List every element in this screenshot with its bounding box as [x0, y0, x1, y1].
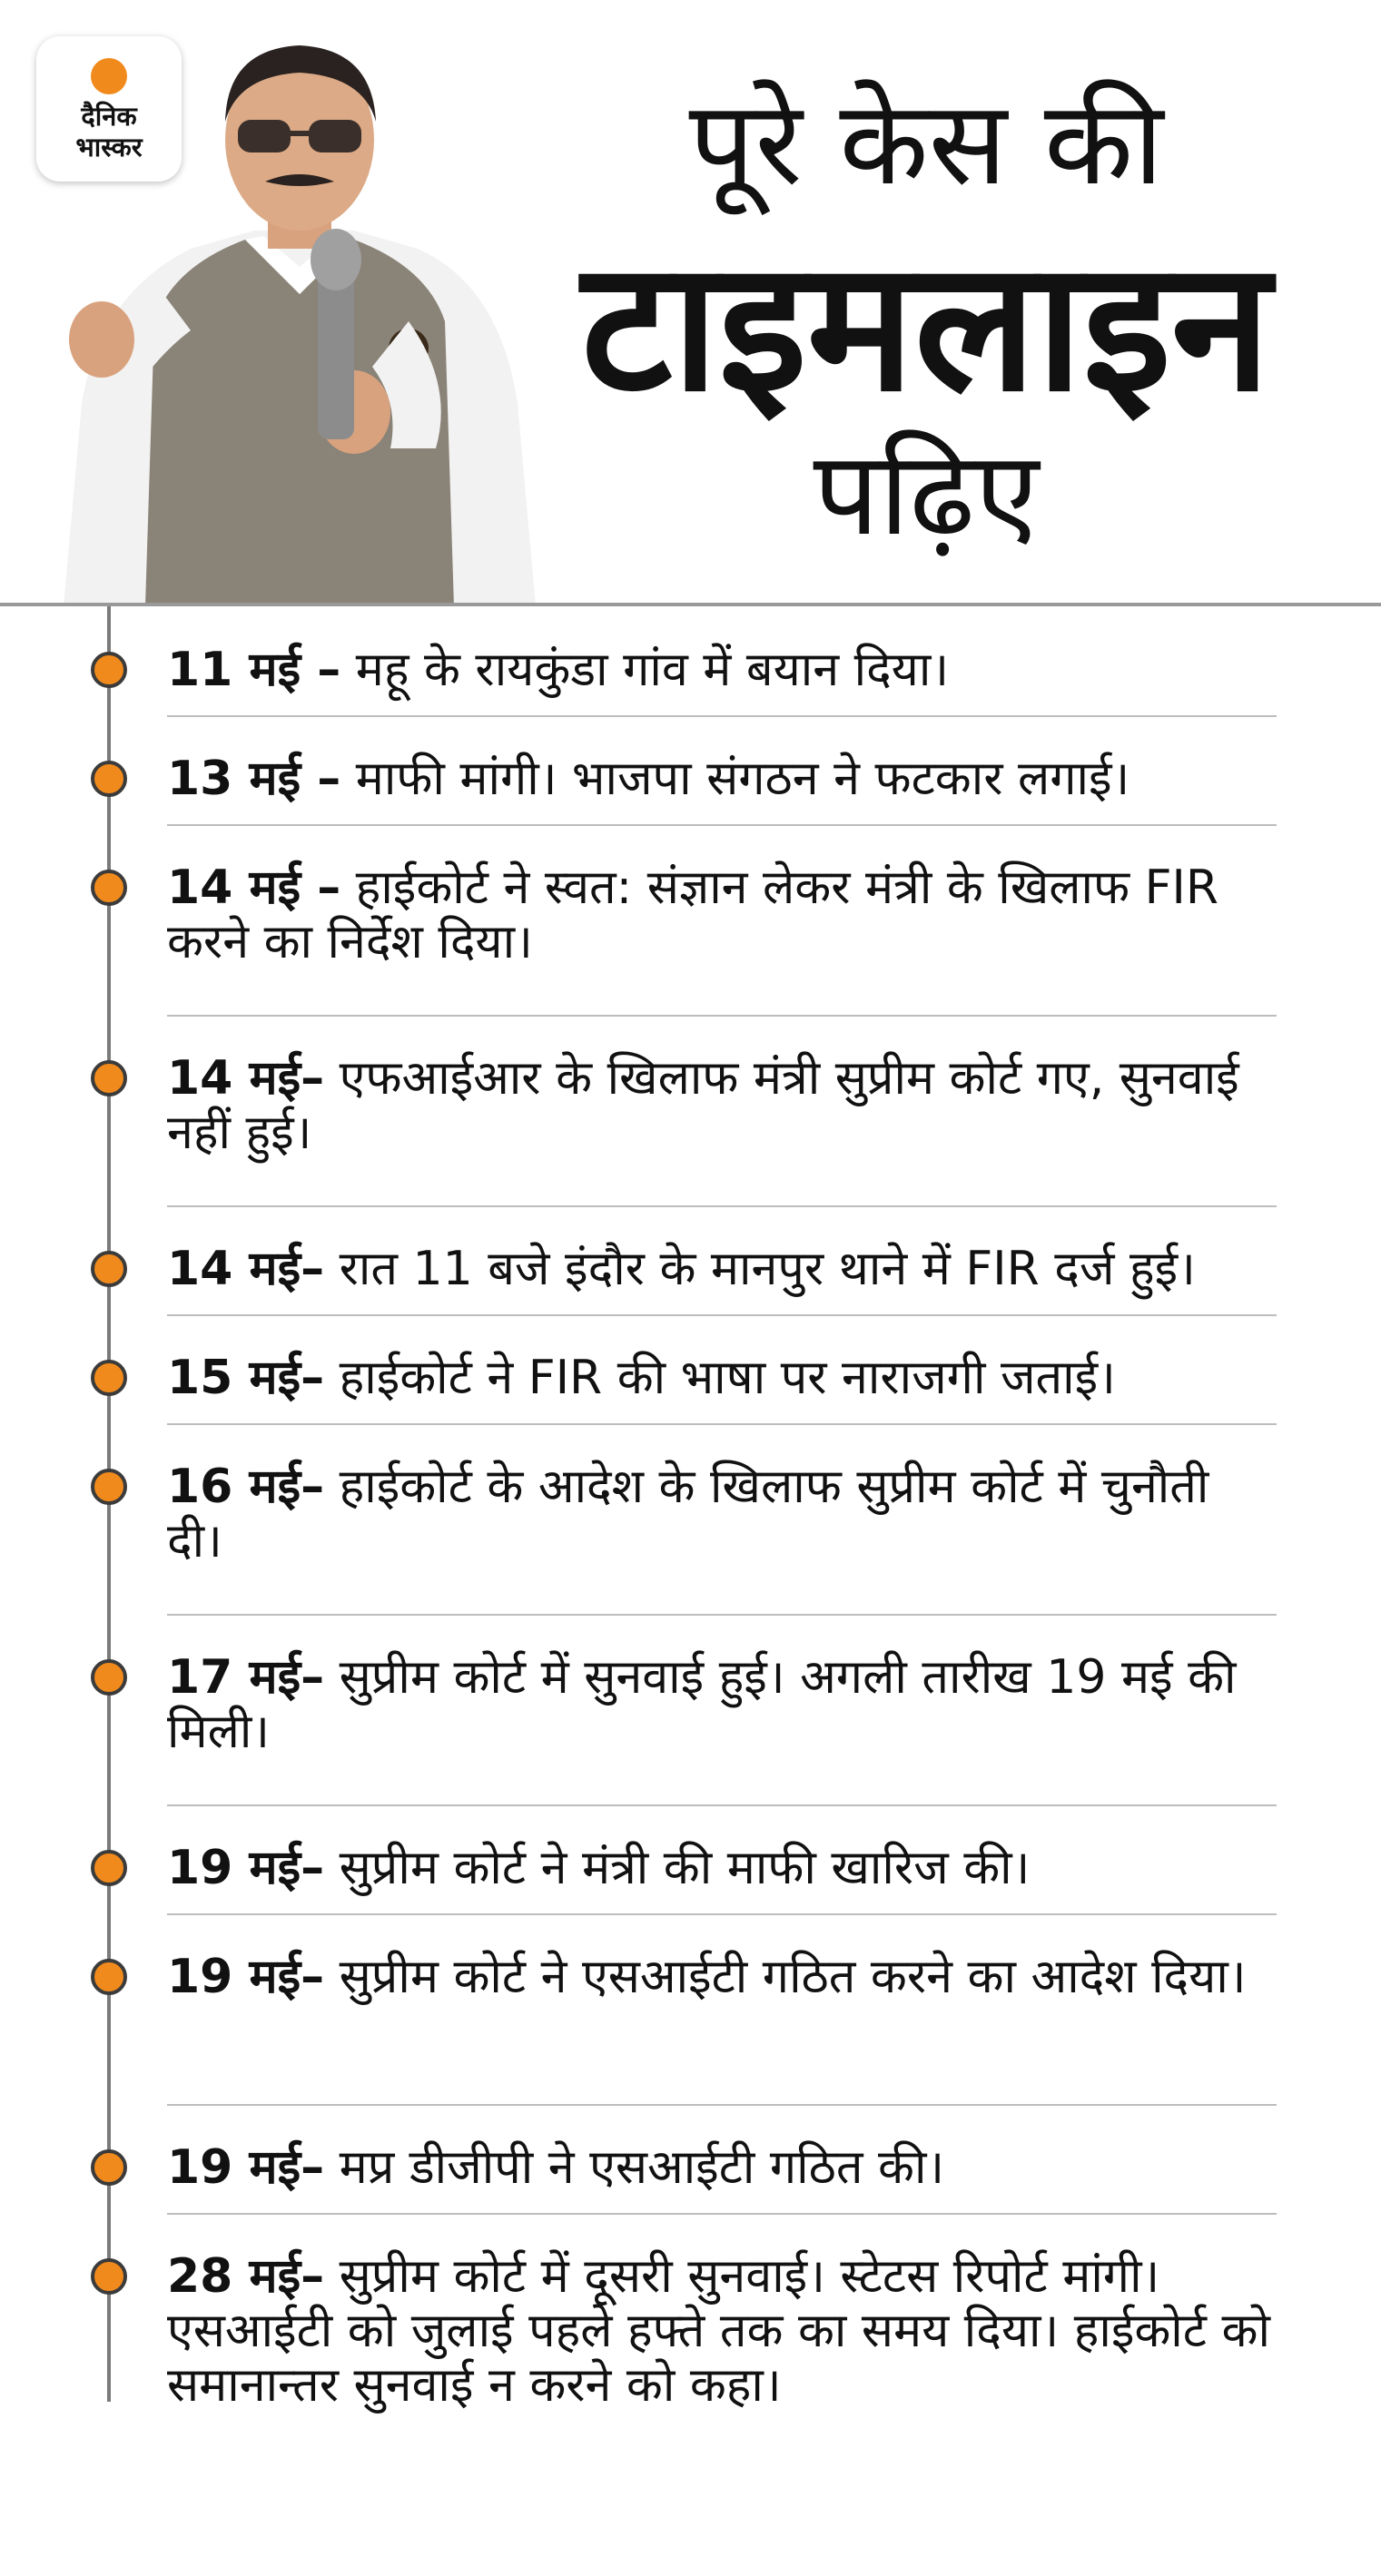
timeline-marker-icon — [91, 1251, 127, 1287]
timeline-entry — [0, 1425, 1381, 1616]
entry-text — [167, 2215, 1277, 2413]
entry-text — [167, 1207, 1277, 1296]
entry-description: माफी मांगी। भाजपा संगठन ने फटकार लगाई। — [340, 752, 1130, 806]
timeline-entry — [0, 1017, 1381, 1207]
title-line-1: पूरे केस की — [688, 76, 1164, 211]
entry-date: 14 मई– — [167, 1051, 325, 1106]
timeline-marker-icon — [91, 2258, 127, 2295]
sun-icon — [91, 58, 127, 94]
timeline-marker-icon — [91, 761, 127, 797]
entry-text — [167, 826, 1277, 969]
timeline-entry — [0, 717, 1381, 826]
timeline-marker-icon — [91, 1469, 127, 1505]
timeline-marker-icon — [91, 870, 127, 906]
entry-date: 17 मई– — [167, 1650, 325, 1705]
entry-description: सुप्रीम कोर्ट में दूसरी सुनवाई। स्टेटस रिपोर्ट मांगी। एसआईटी को जुलाई पहले हफ्ते तक का समय दिया। हाईकोर्ट को समानान्तर सुनवाई न करने को कहा। — [167, 2249, 1270, 2413]
entry-date: 14 मई – — [167, 860, 341, 915]
entry-description: रात 11 बजे इंदौर के मानपुर थाने में FIR दर्ज हुई। — [324, 1242, 1196, 1296]
entry-description: हाईकोर्ट के आदेश के खिलाफ सुप्रीम कोर्ट में चुनौती दी। — [167, 1460, 1209, 1568]
entry-description: सुप्रीम कोर्ट ने एसआईटी गठित करने का आदेश दिया। — [324, 1950, 1247, 2004]
entry-description: हाईकोर्ट ने FIR की भाषा पर नाराजगी जताई। — [324, 1351, 1116, 1405]
timeline-marker-icon — [91, 1659, 127, 1696]
timeline-entry — [0, 1207, 1381, 1316]
timeline-marker-icon — [91, 652, 127, 688]
entry-description: सुप्रीम कोर्ट ने मंत्री की माफी खारिज की। — [324, 1841, 1031, 1895]
timeline-marker-icon — [91, 1360, 127, 1396]
timeline-entry — [0, 2215, 1381, 2487]
entry-text — [167, 1017, 1277, 1160]
entry-text — [167, 717, 1277, 806]
entry-description: मप्र डीजीपी ने एसआईटी गठित की। — [324, 2140, 945, 2195]
timeline-entry — [0, 1316, 1381, 1425]
timeline-entry — [0, 2106, 1381, 2215]
timeline-marker-icon — [91, 1060, 127, 1096]
entry-text — [167, 1316, 1277, 1405]
entry-description: सुप्रीम कोर्ट में सुनवाई हुई। अगली तारीख 19 मई की मिली। — [167, 1650, 1237, 1759]
timeline-marker-icon — [91, 2149, 127, 2186]
entry-text — [167, 1915, 1277, 2004]
timeline-marker-icon — [91, 1959, 127, 1995]
entry-text — [167, 2106, 1277, 2195]
timeline-entry — [0, 1616, 1381, 1806]
entry-text — [167, 606, 1277, 697]
entry-date: 28 मई– — [167, 2249, 325, 2304]
entry-date: 14 मई– — [167, 1242, 325, 1296]
entry-date: 16 मई– — [167, 1460, 325, 1514]
entry-date: 19 मई– — [167, 2140, 325, 2195]
title-line-2: टाइमलाइन — [581, 221, 1271, 431]
brand-name-line1: दैनिक — [81, 101, 137, 132]
header — [0, 0, 1381, 606]
entry-date: 11 मई – — [167, 643, 341, 697]
entry-date: 19 मई– — [167, 1950, 325, 2004]
entry-date: 13 मई – — [167, 752, 341, 806]
timeline-marker-icon — [91, 1850, 127, 1886]
entry-description: एफआईआर के खिलाफ मंत्री सुप्रीम कोर्ट गए, सुनवाई नहीं हुई। — [167, 1051, 1239, 1160]
timeline-entry — [0, 1806, 1381, 1915]
timeline-entry — [0, 826, 1381, 1017]
timeline-entry — [0, 1915, 1381, 2106]
entry-description: महू के रायकुंडा गांव में बयान दिया। — [340, 643, 950, 697]
title-line-3: पढ़िए — [813, 427, 1040, 562]
timeline-entry — [0, 606, 1381, 717]
timeline — [0, 606, 1381, 2487]
brand-name-line2: भास्कर — [75, 132, 143, 162]
entry-date: 19 मई– — [167, 1841, 325, 1895]
entry-date: 15 मई– — [167, 1351, 325, 1405]
entry-text — [167, 1806, 1277, 1895]
entry-text — [167, 1425, 1277, 1568]
entry-text — [167, 1616, 1277, 1759]
entry-description: हाईकोर्ट ने स्वत: संज्ञान लेकर मंत्री के खिलाफ FIR करने का निर्देश दिया। — [167, 860, 1219, 969]
brand-logo — [36, 36, 182, 182]
